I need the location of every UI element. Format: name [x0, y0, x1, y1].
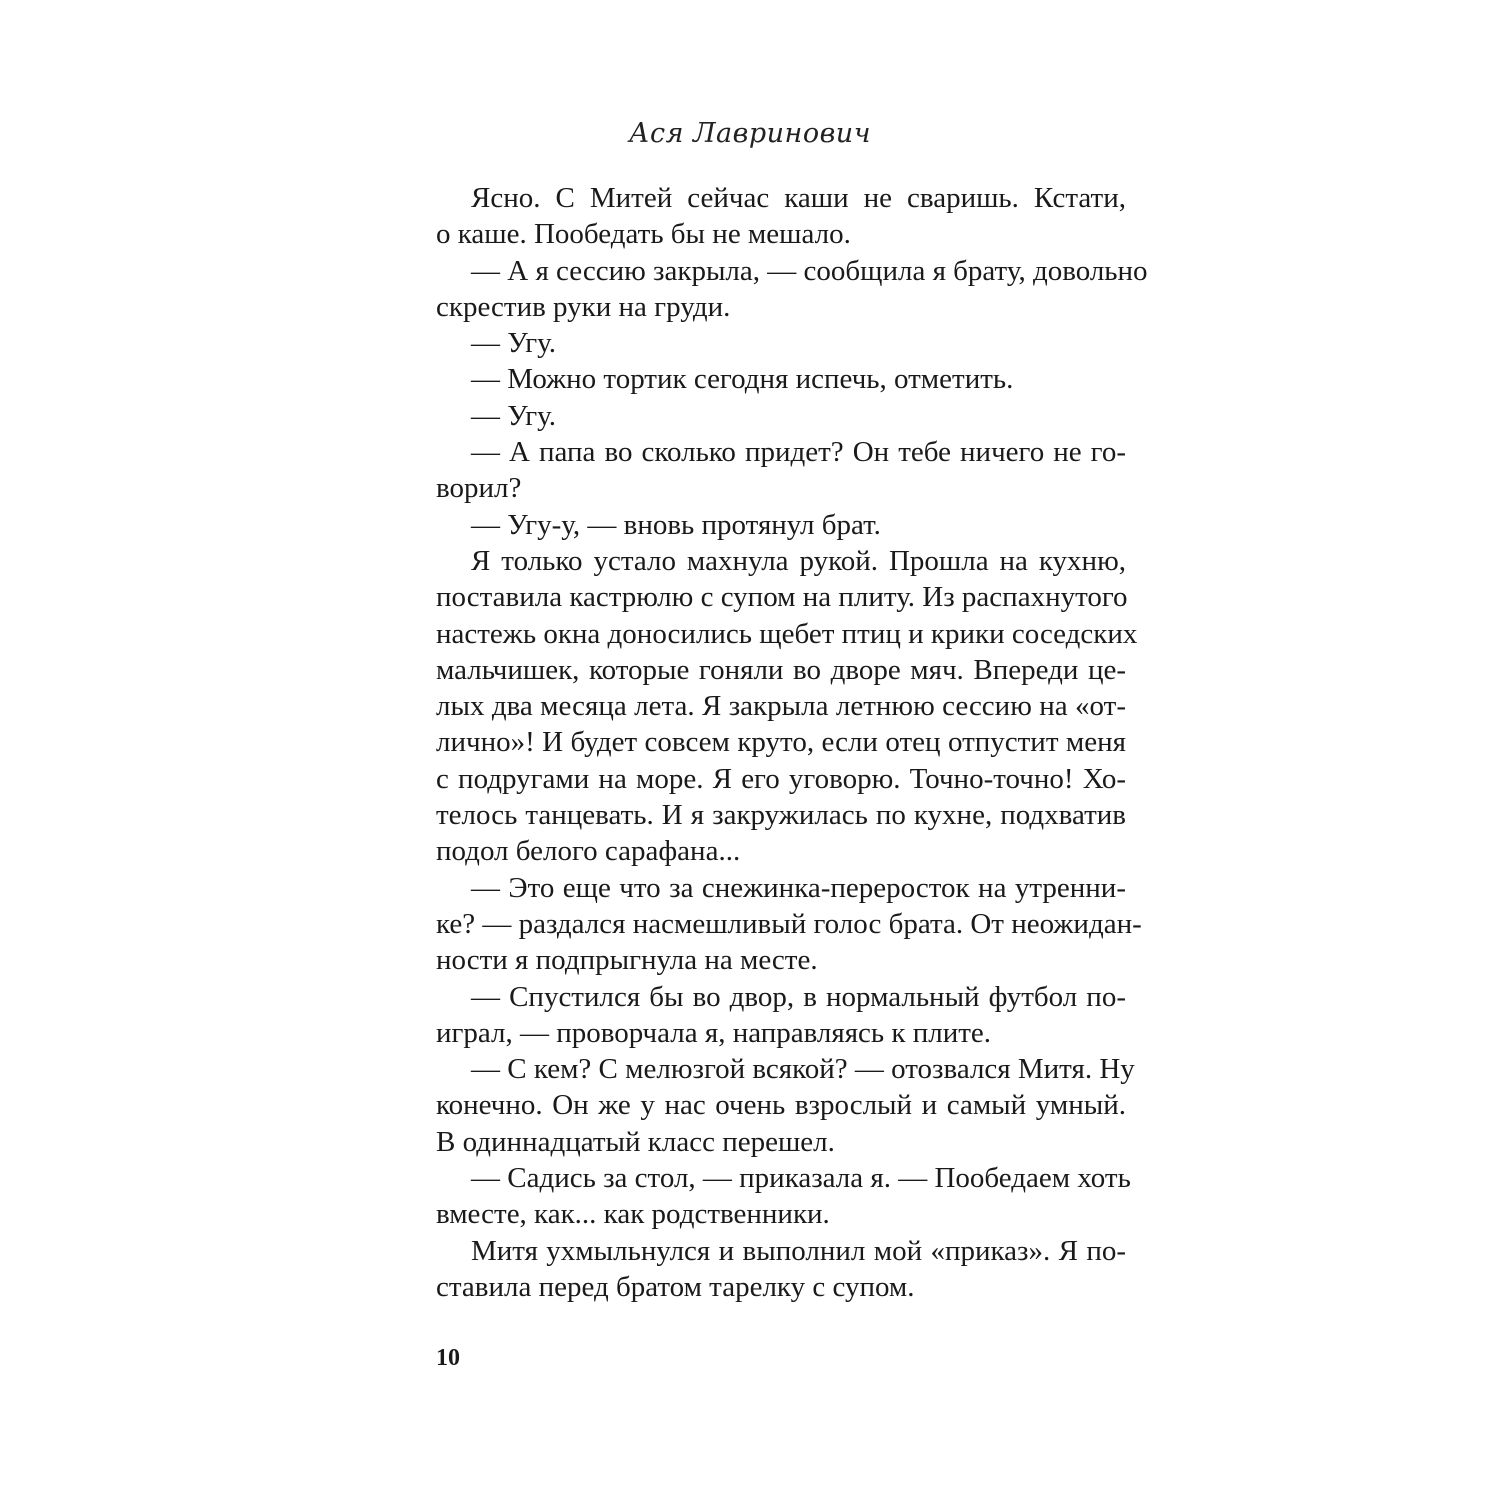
text-line: лично»! И будет совсем круто, если отец отпустит меня	[436, 726, 1126, 759]
text-line: лых два месяца лета. Я закрыла летнюю сессию на «от-	[436, 690, 1126, 723]
text-line: ке? — раздался насмешливый голос брата. От неожидан-	[436, 907, 1142, 940]
text-line: Ясно. С Митей сейчас каши не сваришь. Кстати,	[471, 182, 1126, 214]
text-line: скрестив руки на груди.	[436, 290, 731, 323]
text-line: поставила кастрюлю с супом на плиту. Из распахнутого	[436, 581, 1128, 614]
text-line: — Спустился бы во двор, в нормальный футбол по-	[471, 980, 1126, 1013]
text-line: — А папа во сколько придет? Он тебе ничего не го-	[471, 436, 1126, 469]
page-number: 10	[436, 1345, 460, 1371]
text-line: — Это еще что за снежинка-переросток на утренни-	[471, 871, 1126, 904]
text-line: ности я подпрыгнула на месте.	[436, 944, 818, 977]
text-line: — Садись за стол, — приказала я. — Пообедаем хоть	[471, 1162, 1131, 1195]
text-line: — Угу.	[471, 327, 556, 360]
text-line: играл, — проворчала я, направляясь к плите.	[436, 1016, 992, 1049]
text-line: настежь окна доносились щебет птиц и крики соседских	[436, 617, 1138, 650]
text-line: Я только устало махнула рукой. Прошла на кухню,	[471, 544, 1126, 577]
text-line: телось танцевать. И я закружилась по кухне, подхватив	[436, 799, 1126, 832]
text-line: конечно. Он же у нас очень взрослый и самый умный.	[436, 1089, 1126, 1122]
text-line: подол белого сарафана...	[436, 835, 741, 868]
text-line: о каше. Пообедать бы не мешало.	[436, 218, 851, 251]
body-text	[436, 180, 1148, 1305]
text-line: — Угу.	[471, 399, 556, 432]
text-line: — Угу-у, — вновь протянул брат.	[471, 508, 881, 541]
text-line: мальчишек, которые гоняли во дворе мяч. Впереди це-	[436, 653, 1126, 686]
text-line: В одиннадцатый класс перешел.	[436, 1125, 835, 1158]
text-line: — А я сессию закрыла, — сообщила я брату, довольно	[471, 254, 1148, 287]
text-line: — С кем? С мелюзгой всякой? — отозвался Митя. Ну	[471, 1053, 1135, 1086]
text-line: с подругами на море. Я его уговорю. Точно-точно! Хо-	[436, 762, 1126, 795]
text-line: — Можно тортик сегодня испечь, отметить.	[471, 363, 1014, 396]
running-head-author: Ася Лавринович	[629, 118, 871, 149]
text-line: ставила перед братом тарелку с супом.	[436, 1270, 915, 1303]
text-line: вместе, как... как родственники.	[436, 1198, 830, 1231]
text-line: Митя ухмыльнулся и выполнил мой «приказ». Я по-	[471, 1234, 1126, 1267]
text-line: ворил?	[436, 472, 522, 505]
